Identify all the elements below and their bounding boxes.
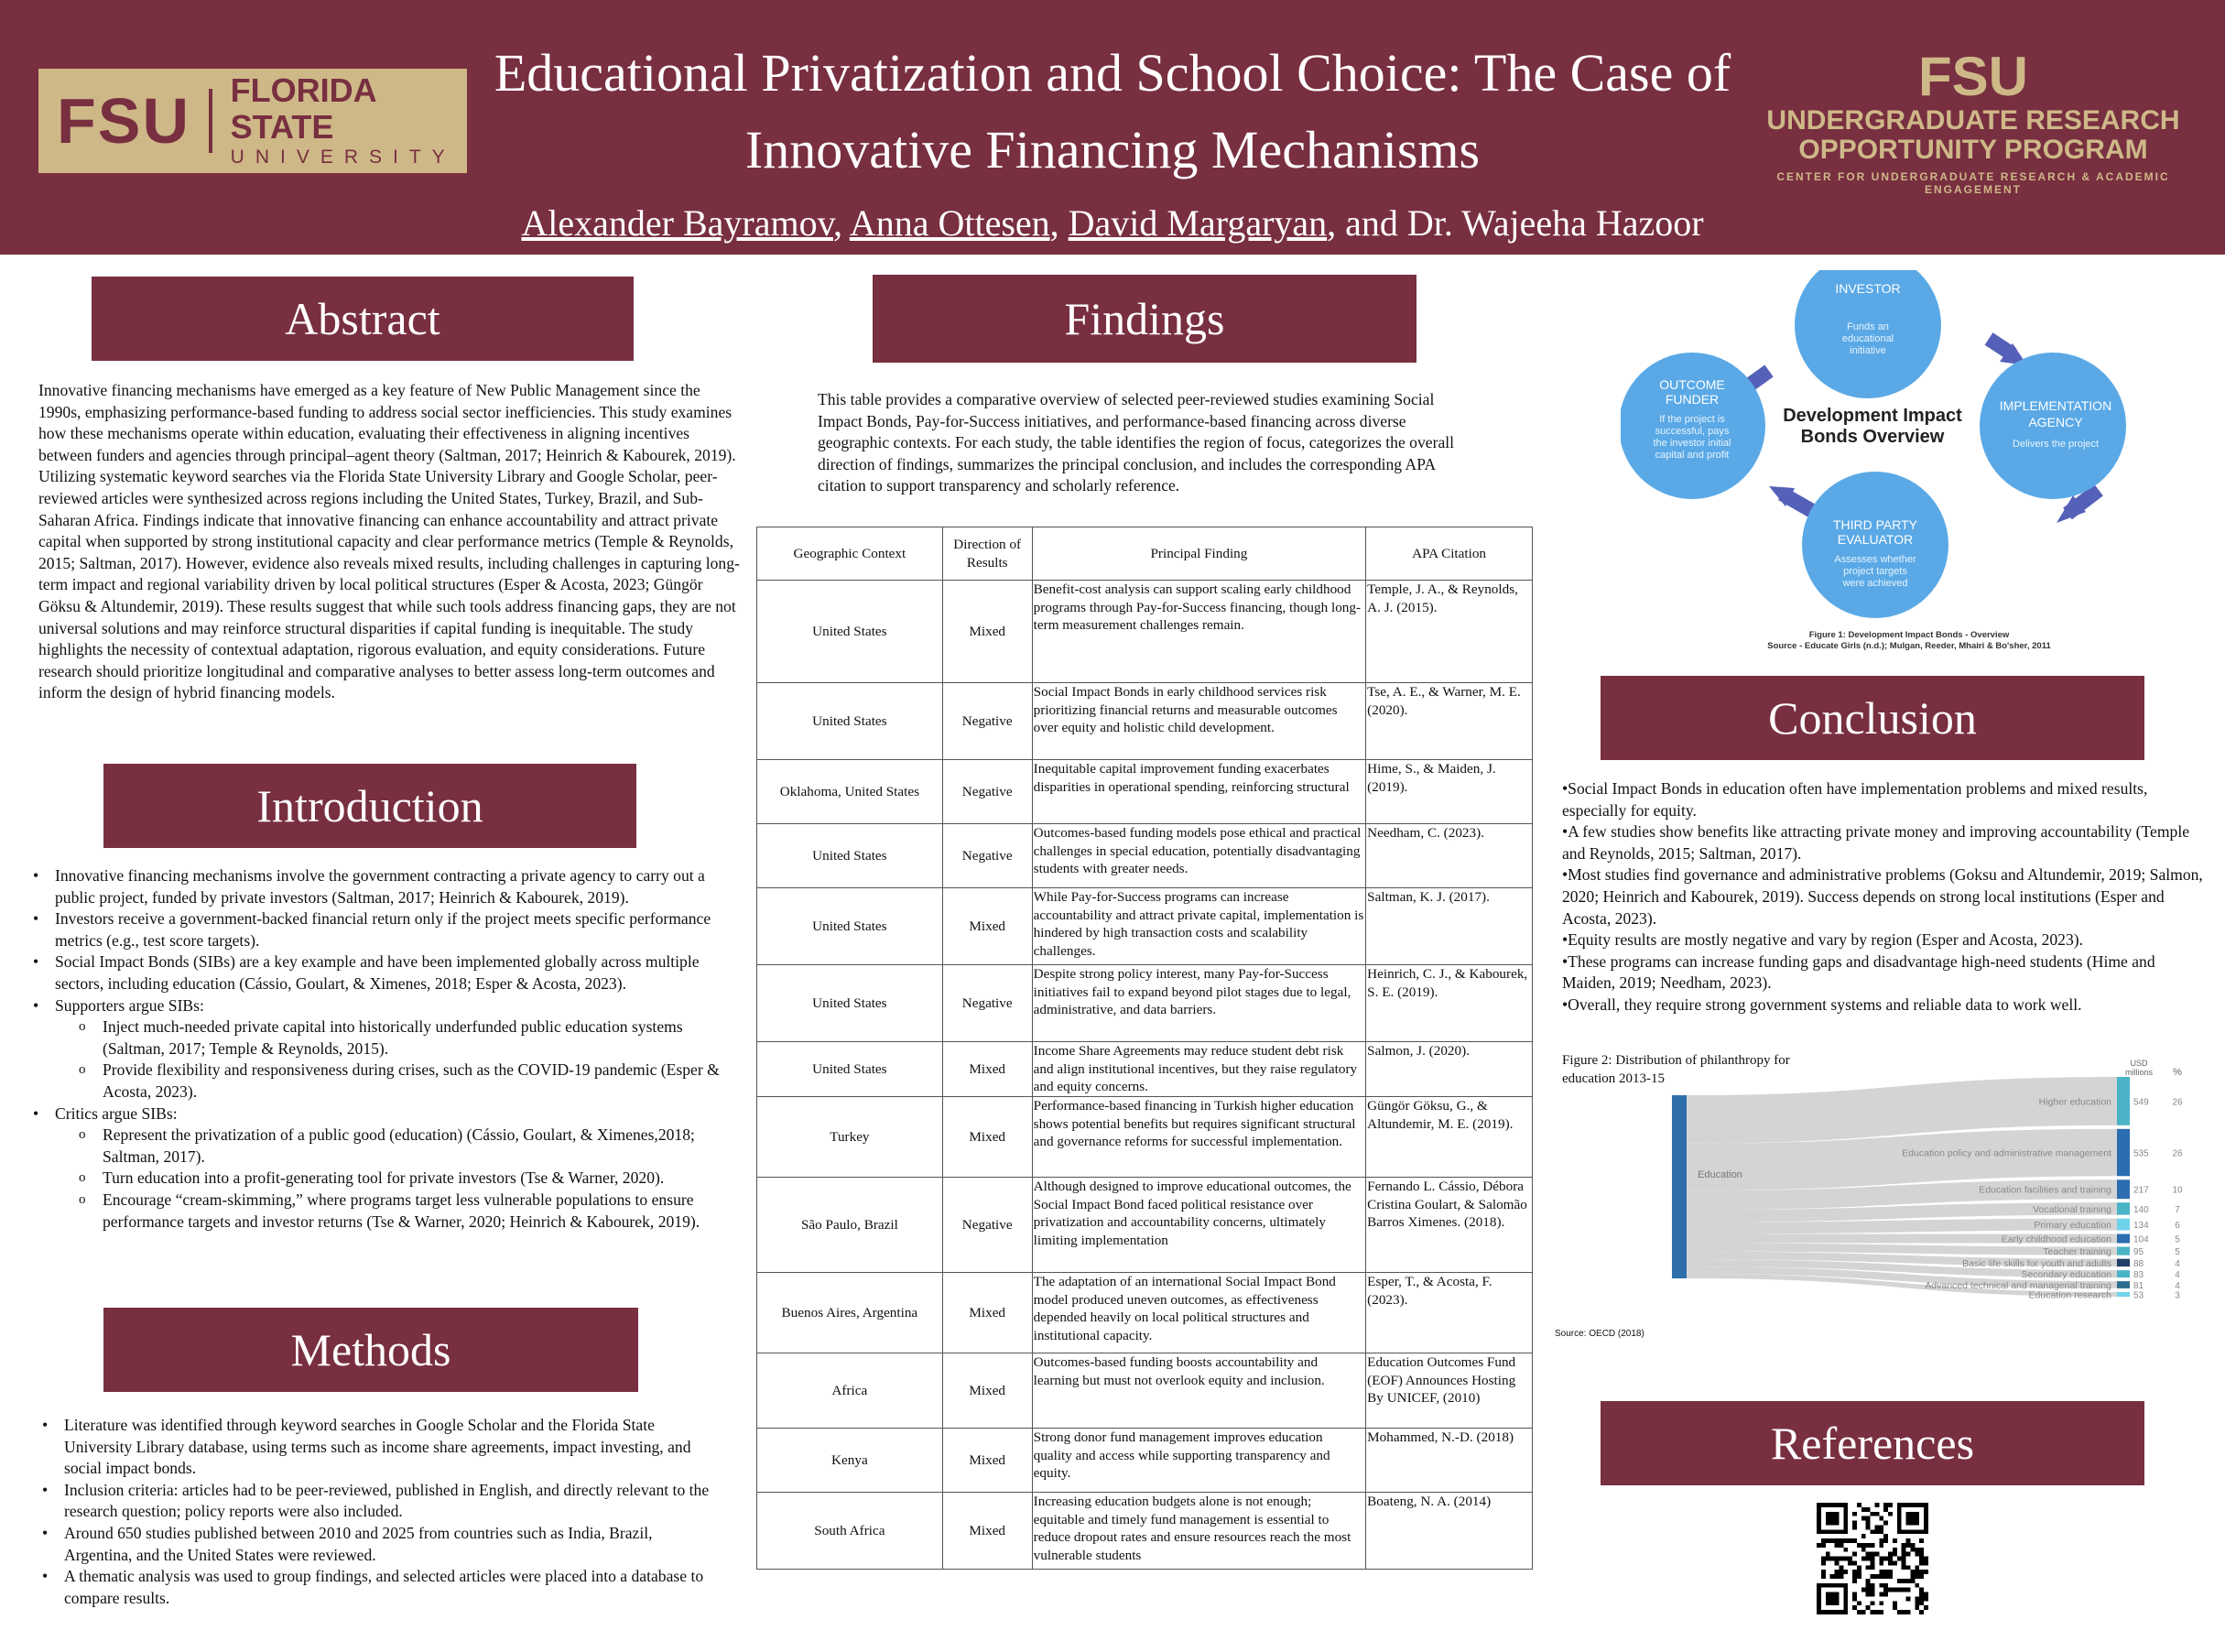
sankey-category-label: Secondary education bbox=[2021, 1269, 2111, 1281]
findings-intro-text: This table provides a comparative overview of selected peer-reviewed studies examining Social Impact Bonds, Pay-for-Success initiatives, and performance-based financing across diverse geographic contexts. For each study, the table identifies the region of focus, categorizes the overall direction of findings, summarizes the principal conclusion, and includes the corresponding APA citation to support transparency and scholarly reference. bbox=[818, 390, 1455, 495]
sankey-target-node bbox=[2117, 1292, 2130, 1297]
cell-apa-citation: Needham, C. (2023). bbox=[1366, 824, 1533, 888]
methods-bullet: • Around 650 studies published between 2010 and 2025 from countries such as India, Brazil, Argentina, and the United States were reviewed. bbox=[40, 1523, 718, 1566]
sankey-target-node bbox=[2117, 1129, 2130, 1176]
sankey-category-label: Education research bbox=[2028, 1289, 2111, 1301]
intro-subbullet: o Inject much-needed private capital into historically underfunded public education systems (Saltman, 2017; Temple & Reynolds, 2015). bbox=[77, 1016, 745, 1060]
author-3: David Margaryan bbox=[1068, 202, 1328, 244]
intro-bullet: • Investors receive a government-backed financial return only if the project meets specific performance metrics (e.g., test score targets). bbox=[31, 908, 745, 951]
table-header: Principal Finding bbox=[1032, 527, 1366, 581]
fsu-logo-line1: FLORIDA STATE bbox=[230, 71, 376, 146]
sankey-target-node bbox=[2117, 1202, 2130, 1214]
intro-bullet: • Innovative financing mechanisms involve the government contracting a private agency to carry out a public project, funded by private investors (Saltman, 2017; Heinrich & Kabourek, 2019). bbox=[31, 865, 745, 908]
sankey-value-label: 535 bbox=[2133, 1148, 2149, 1159]
sankey-percent-label: 26 bbox=[2172, 1097, 2183, 1108]
cell-geographic-context: United States bbox=[757, 581, 943, 683]
table-header: APA Citation bbox=[1366, 527, 1533, 581]
dib-overview-diagram bbox=[1621, 270, 2198, 655]
fsu-logo-line2: UNIVERSITY bbox=[230, 147, 456, 168]
cell-direction: Mixed bbox=[942, 1097, 1032, 1178]
intro-subbullet: o Represent the privatization of a public good (education) (Cássio, Goulart, & Ximenes,2018; Saltman, 2017). bbox=[77, 1125, 745, 1168]
cell-geographic-context: Kenya bbox=[757, 1429, 943, 1493]
sankey-target-node bbox=[2117, 1247, 2130, 1255]
philanthropy-sankey-chart bbox=[1557, 1059, 2198, 1315]
evaluator-desc: project targets bbox=[1843, 566, 1907, 577]
cell-direction: Negative bbox=[942, 760, 1032, 824]
abstract-paragraph: Innovative financing mechanisms have emerged as a key feature of New Public Management since the 1990s, emphasizing performance-based funding to address social sector inefficiencies. This study examines how these mechanisms operate within education, evaluating their effectiveness in aligning incentives between funders and agencies through principal–agent theory (Saltman, 2017; Heinrich & Kabourek, 2019). Utilizing systematic keyword searches via the Florida State University Library and Google Scholar, peer-reviewed articles were synthesized across regions including the United States, Turkey, Brazil, and Sub-Saharan Africa. Findings indicate that innovative financing can enhance accountability and attract private capital when supported by strong institutional capacity and clear performance metrics (Temple & Reynolds, 2015; Saltman, 2017). However, evidence also reveals mixed results, including challenges in capturing long-term impact and regional variability driven by local political structures (Esper & Acosta, 2023; Güngör Göksu & Altundemir, 2019). These results suggest that while such tools address financing gaps, they are not universal solutions and may reinforce structural disparities if capital funding is inequitable. The study highlights the necessity of contextual adaptation, rigorous evaluation, and equity considerations. Future research should prioritize longitudinal and comparative analyses to better assess long-term outcomes and inform the design of hybrid financing models. bbox=[38, 381, 740, 702]
cell-principal-finding: The adaptation of an international Social Impact Bond model produced uneven outcomes, as effectiveness depended heavily on local political structures and institutional capacity. bbox=[1032, 1273, 1366, 1353]
intro-subbullet: o Provide flexibility and responsiveness during crises, such as the COVID-19 pandemic (Esper & Acosta, 2023). bbox=[77, 1060, 745, 1103]
investor-node bbox=[1795, 270, 1941, 398]
usd-column-header: USD bbox=[2130, 1059, 2148, 1068]
cell-principal-finding: Strong donor fund management improves education quality and access while supporting transparency and equity. bbox=[1032, 1429, 1366, 1493]
funder-desc: If the project is bbox=[1659, 414, 1725, 425]
methods-heading: Methods bbox=[103, 1308, 638, 1392]
cell-geographic-context: Turkey bbox=[757, 1097, 943, 1178]
percent-column-header: % bbox=[2173, 1067, 2182, 1078]
intro-subbullet: o Turn education into a profit-generating tool for private investors (Tse & Warner, 2020). bbox=[77, 1168, 745, 1190]
sankey-value-label: 549 bbox=[2133, 1097, 2149, 1108]
table-row bbox=[757, 824, 1533, 888]
evaluator-desc: were achieved bbox=[1842, 578, 1908, 589]
agency-node bbox=[1980, 353, 2126, 499]
methods-bullet: • Literature was identified through keyword searches in Google Scholar and the Florida State University Library database, using terms such as income share agreements, impact investing, and social impact bonds. bbox=[40, 1415, 718, 1480]
sankey-target-node bbox=[2117, 1219, 2130, 1231]
table-row bbox=[757, 965, 1533, 1042]
conclusion-point: •Equity results are mostly negative and vary by region (Esper and Acosta, 2023). bbox=[1562, 930, 2084, 950]
cell-geographic-context: United States bbox=[757, 888, 943, 965]
conclusion-point: •A few studies show benefits like attracting private money and improving accountability (Temple and Reynolds, 2015; Saltman, 2017). bbox=[1562, 822, 2190, 863]
sankey-category-label: Education policy and administrative management bbox=[1902, 1147, 2111, 1159]
introduction-body bbox=[31, 865, 745, 1233]
cell-direction: Negative bbox=[942, 824, 1032, 888]
conclusion-point: •Most studies find governance and administrative problems (Goksu and Altundemir, 2019; Salmon, 2020; Heinrich and Kabourek, 2019). Success depends on strong local institutions (Esper and Acosta, 2023). bbox=[1562, 865, 2203, 928]
figure-1-caption-source: Source - Educate Girls (n.d.); Mulgan, Reeder, Mhairi & Bo'sher, 2011 bbox=[1767, 641, 2051, 651]
abstract-text bbox=[38, 380, 743, 704]
fsu-logo-mark: FSU bbox=[57, 85, 190, 157]
agency-title: AGENCY bbox=[2028, 415, 2083, 429]
cell-apa-citation: Education Outcomes Fund (EOF) Announces Hosting By UNICEF, (2010) bbox=[1366, 1353, 1533, 1429]
conclusion-point: •Social Impact Bonds in education often have implementation problems and mixed results, especially for equity. bbox=[1562, 779, 2148, 820]
cell-geographic-context: United States bbox=[757, 965, 943, 1042]
findings-heading: Findings bbox=[873, 275, 1416, 363]
cell-principal-finding: Inequitable capital improvement funding exacerbates disparities in operational spending, reinforcing structural bbox=[1032, 760, 1366, 824]
cell-principal-finding: Although designed to improve educational outcomes, the Social Impact Bond faced political resistance over privatization and accountability concerns, ultimately limiting implementation bbox=[1032, 1178, 1366, 1273]
sankey-percent-label: 4 bbox=[2175, 1281, 2180, 1292]
cell-geographic-context: Buenos Aires, Argentina bbox=[757, 1273, 943, 1353]
table-row bbox=[757, 1353, 1533, 1429]
sankey-percent-label: 10 bbox=[2172, 1185, 2183, 1196]
table-header: Direction of Results bbox=[942, 527, 1032, 581]
diagram-center-title: Development Impact bbox=[1783, 406, 1962, 426]
cell-principal-finding: Outcomes-based funding boosts accountability and learning but must not overlook equity and inclusion. bbox=[1032, 1353, 1366, 1429]
cell-direction: Mixed bbox=[942, 1493, 1032, 1570]
author-2: Anna Ottesen bbox=[849, 202, 1050, 244]
author-sep: , bbox=[833, 202, 850, 244]
cell-direction: Mixed bbox=[942, 1042, 1032, 1097]
sankey-value-label: 140 bbox=[2133, 1204, 2149, 1215]
evaluator-title: THIRD PARTY bbox=[1832, 517, 1918, 532]
cell-direction: Negative bbox=[942, 965, 1032, 1042]
cell-apa-citation: Hime, S., & Maiden, J. (2019). bbox=[1366, 760, 1533, 824]
findings-intro bbox=[818, 389, 1482, 497]
cell-apa-citation: Tse, A. E., & Warner, M. E. (2020). bbox=[1366, 683, 1533, 760]
conclusion-heading: Conclusion bbox=[1601, 676, 2144, 760]
poster-title: Educational Privatization and School Choice: The Case of Innovative Financing Mechanisms bbox=[494, 43, 1731, 179]
sankey-percent-label: 6 bbox=[2175, 1221, 2180, 1232]
urop-logo-mark: FSU bbox=[1918, 46, 2028, 107]
sankey-percent-label: 3 bbox=[2175, 1290, 2180, 1301]
funder-desc: capital and profit bbox=[1655, 450, 1730, 461]
funder-title: FUNDER bbox=[1665, 392, 1720, 407]
cell-geographic-context: Oklahoma, United States bbox=[757, 760, 943, 824]
intro-bullet-label: Critics argue SIBs: bbox=[55, 1103, 178, 1123]
intro-bullet-label: Supporters argue SIBs: bbox=[55, 995, 204, 1015]
evaluator-title: EVALUATOR bbox=[1837, 532, 1914, 547]
cell-geographic-context: United States bbox=[757, 1042, 943, 1097]
cell-principal-finding: Social Impact Bonds in early childhood services risk prioritizing financial returns and measurable outcomes over equity and holistic child development. bbox=[1032, 683, 1366, 760]
sankey-category-label: Higher education bbox=[2038, 1096, 2111, 1108]
sankey-percent-label: 5 bbox=[2175, 1247, 2180, 1258]
poster-authors bbox=[366, 201, 1859, 245]
table-header: Geographic Context bbox=[757, 527, 943, 581]
sankey-value-label: 81 bbox=[2133, 1281, 2144, 1292]
conclusion-point: •Overall, they require strong government systems and reliable data to work well. bbox=[1562, 994, 2082, 1014]
intro-bullet bbox=[31, 995, 745, 1103]
table-row bbox=[757, 888, 1533, 965]
poster-header bbox=[0, 0, 2225, 255]
source-node-education bbox=[1672, 1095, 1687, 1278]
cell-direction: Negative bbox=[942, 683, 1032, 760]
references-heading: References bbox=[1601, 1401, 2144, 1485]
urop-logo bbox=[1731, 48, 2216, 196]
fsu-logo bbox=[38, 69, 467, 173]
cell-principal-finding: Despite strong policy interest, many Pay-for-Success initiatives fail to expand beyond pilot stages due to legal, administrative, and data barriers. bbox=[1032, 965, 1366, 1042]
table-row bbox=[757, 1042, 1533, 1097]
cell-direction: Negative bbox=[942, 1178, 1032, 1273]
conclusion-body bbox=[1562, 778, 2203, 1016]
source-node-label: Education bbox=[1698, 1169, 1742, 1180]
cell-geographic-context: United States bbox=[757, 824, 943, 888]
urop-logo-line3: CENTER FOR UNDERGRADUATE RESEARCH & ACADEMIC ENGAGEMENT bbox=[1776, 170, 2170, 196]
cell-apa-citation: Güngör Göksu, G., & Altundemir, M. E. (2019). bbox=[1366, 1097, 1533, 1178]
sankey-percent-label: 26 bbox=[2172, 1148, 2183, 1159]
investor-desc: educational bbox=[1841, 333, 1894, 344]
cell-principal-finding: Benefit-cost analysis can support scaling early childhood programs through Pay-for-Success financing, though long-term measurement challenges remain. bbox=[1032, 581, 1366, 683]
cell-principal-finding: Performance-based financing in Turkish higher education shows potential benefits but requires significant structural and governance reforms for successful implementation. bbox=[1032, 1097, 1366, 1178]
author-tail: , and Dr. Wajeeha Hazoor bbox=[1327, 202, 1704, 244]
sankey-target-node bbox=[2117, 1259, 2130, 1266]
sankey-target-node bbox=[2117, 1077, 2130, 1125]
cell-apa-citation: Boateng, N. A. (2014) bbox=[1366, 1493, 1533, 1570]
investor-title: INVESTOR bbox=[1835, 281, 1901, 296]
table-row bbox=[757, 1273, 1533, 1353]
cell-apa-citation: Heinrich, C. J., & Kabourek, S. E. (2019). bbox=[1366, 965, 1533, 1042]
intro-subbullet: o Encourage “cream-skimming,” where programs target less vulnerable populations to ensure performance targets and investor returns (Tse & Warner, 2020; Heinrich & Kabourek, 2019). bbox=[77, 1190, 745, 1233]
sankey-target-node bbox=[2117, 1234, 2130, 1244]
funder-desc: the investor initial bbox=[1653, 438, 1731, 449]
cell-apa-citation: Salmon, J. (2020). bbox=[1366, 1042, 1533, 1097]
table-row bbox=[757, 581, 1533, 683]
cell-apa-citation: Esper, T., & Acosta, F. (2023). bbox=[1366, 1273, 1533, 1353]
findings-table bbox=[756, 527, 1533, 1570]
table-header-row bbox=[757, 527, 1533, 581]
agency-title: IMPLEMENTATION bbox=[1999, 398, 2112, 413]
cell-direction: Mixed bbox=[942, 581, 1032, 683]
sankey-value-label: 217 bbox=[2133, 1185, 2149, 1196]
cell-apa-citation: Temple, J. A., & Reynolds, A. J. (2015). bbox=[1366, 581, 1533, 683]
fsu-logo-divider bbox=[209, 89, 212, 153]
usd-column-header: millions bbox=[2124, 1068, 2154, 1077]
table-row bbox=[757, 1429, 1533, 1493]
sankey-category-label: Early childhood education bbox=[2001, 1234, 2111, 1245]
sankey-category-label: Basic life skills for youth and adults bbox=[1962, 1257, 2111, 1269]
table-row bbox=[757, 683, 1533, 760]
evaluator-desc: Assesses whether bbox=[1834, 554, 1916, 565]
figure-2-source: Source: OECD (2018) bbox=[1555, 1329, 1644, 1339]
cell-geographic-context: United States bbox=[757, 683, 943, 760]
figure-1-caption bbox=[1621, 630, 2198, 652]
urop-logo-line2: OPPORTUNITY PROGRAM bbox=[1798, 135, 2148, 165]
author-sep: , bbox=[1049, 202, 1069, 244]
sankey-value-label: 88 bbox=[2133, 1258, 2144, 1269]
funder-desc: successful, pays bbox=[1655, 426, 1730, 437]
conclusion-point: •These programs can increase funding gaps and disadvantage high-need students (Hime and Maiden, 2019; Needham, 2023). bbox=[1562, 951, 2155, 993]
cell-principal-finding: Outcomes-based funding models pose ethical and practical challenges in special education, potentially disadvantaging students with greater needs. bbox=[1032, 824, 1366, 888]
sankey-value-label: 53 bbox=[2133, 1290, 2144, 1301]
sankey-percent-label: 4 bbox=[2175, 1258, 2180, 1269]
methods-bullet: • Inclusion criteria: articles had to be peer-reviewed, published in English, and directly relevant to the research question; policy reports were also included. bbox=[40, 1480, 718, 1523]
methods-body bbox=[40, 1415, 718, 1609]
cell-geographic-context: São Paulo, Brazil bbox=[757, 1178, 943, 1273]
agency-desc: Delivers the project bbox=[2012, 439, 2100, 450]
sankey-percent-label: 4 bbox=[2175, 1270, 2180, 1281]
figure-2-title: Figure 2: Distribution of philanthropy for education 2013-15 bbox=[1562, 1053, 1790, 1086]
abstract-heading: Abstract bbox=[92, 277, 634, 361]
sankey-percent-label: 5 bbox=[2175, 1234, 2180, 1245]
sankey-target-node bbox=[2117, 1179, 2130, 1199]
cell-principal-finding: Increasing education budgets alone is not enough; equitable and timely fund management is essential to reduce dropout rates and ensure resources reach the most vulnerable students bbox=[1032, 1493, 1366, 1570]
sankey-category-label: Education facilities and training bbox=[1979, 1184, 2111, 1196]
intro-bullet bbox=[31, 1103, 745, 1234]
sankey-category-label: Vocational training bbox=[2033, 1203, 2111, 1215]
sankey-category-label: Advanced technical and managerial training bbox=[1925, 1280, 2111, 1292]
cell-principal-finding: While Pay-for-Success programs can increase accountability and attract private capital, implementation is hindered by high transaction costs and scalability challenges. bbox=[1032, 888, 1366, 965]
sankey-category-label: Teacher training bbox=[2043, 1246, 2111, 1258]
cell-geographic-context: Africa bbox=[757, 1353, 943, 1429]
diagram-center-title: Bonds Overview bbox=[1800, 427, 1945, 447]
sankey-target-node bbox=[2117, 1270, 2130, 1277]
investor-desc: initiative bbox=[1850, 345, 1886, 356]
investor-desc: Funds an bbox=[1847, 321, 1889, 332]
cell-direction: Mixed bbox=[942, 1273, 1032, 1353]
sankey-value-label: 83 bbox=[2133, 1270, 2144, 1281]
sankey-percent-label: 7 bbox=[2175, 1204, 2180, 1215]
methods-bullet: • A thematic analysis was used to group findings, and selected articles were placed into a database to compare results. bbox=[40, 1566, 718, 1609]
figure-1-caption-title: Figure 1: Development Impact Bonds - Overview bbox=[1808, 630, 2010, 640]
cell-apa-citation: Fernando L. Cássio, Débora Cristina Goulart, & Salomão Barros Ximenes. (2018). bbox=[1366, 1178, 1533, 1273]
cell-principal-finding: Income Share Agreements may reduce student debt risk and align institutional incentives, but they raise regulatory and equity concerns. bbox=[1032, 1042, 1366, 1097]
author-1: Alexander Bayramov bbox=[521, 202, 834, 244]
sankey-value-label: 134 bbox=[2133, 1221, 2149, 1232]
urop-logo-line1: UNDERGRADUATE RESEARCH bbox=[1766, 105, 2180, 136]
cell-direction: Mixed bbox=[942, 1353, 1032, 1429]
sankey-target-node bbox=[2117, 1281, 2130, 1288]
sankey-category-label: Primary education bbox=[2034, 1220, 2111, 1232]
table-row bbox=[757, 1097, 1533, 1178]
introduction-heading: Introduction bbox=[103, 764, 636, 848]
cell-geographic-context: South Africa bbox=[757, 1493, 943, 1570]
cell-direction: Mixed bbox=[942, 1429, 1032, 1493]
sankey-value-label: 95 bbox=[2133, 1247, 2144, 1258]
funder-node bbox=[1621, 353, 1765, 499]
cell-direction: Mixed bbox=[942, 888, 1032, 965]
sankey-value-label: 104 bbox=[2133, 1234, 2149, 1245]
table-row bbox=[757, 760, 1533, 824]
references-qr-code[interactable] bbox=[1817, 1502, 1928, 1615]
funder-title: OUTCOME bbox=[1659, 377, 1725, 392]
table-row bbox=[757, 1493, 1533, 1570]
cell-apa-citation: Saltman, K. J. (2017). bbox=[1366, 888, 1533, 965]
evaluator-node bbox=[1802, 472, 1948, 618]
table-row bbox=[757, 1178, 1533, 1273]
cell-apa-citation: Mohammed, N.-D. (2018) bbox=[1366, 1429, 1533, 1493]
intro-bullet: • Social Impact Bonds (SIBs) are a key example and have been implemented globally across multiple sectors, including education (Cássio, Goulart, & Ximenes, 2018; Esper & Acosta, 2023). bbox=[31, 951, 745, 994]
